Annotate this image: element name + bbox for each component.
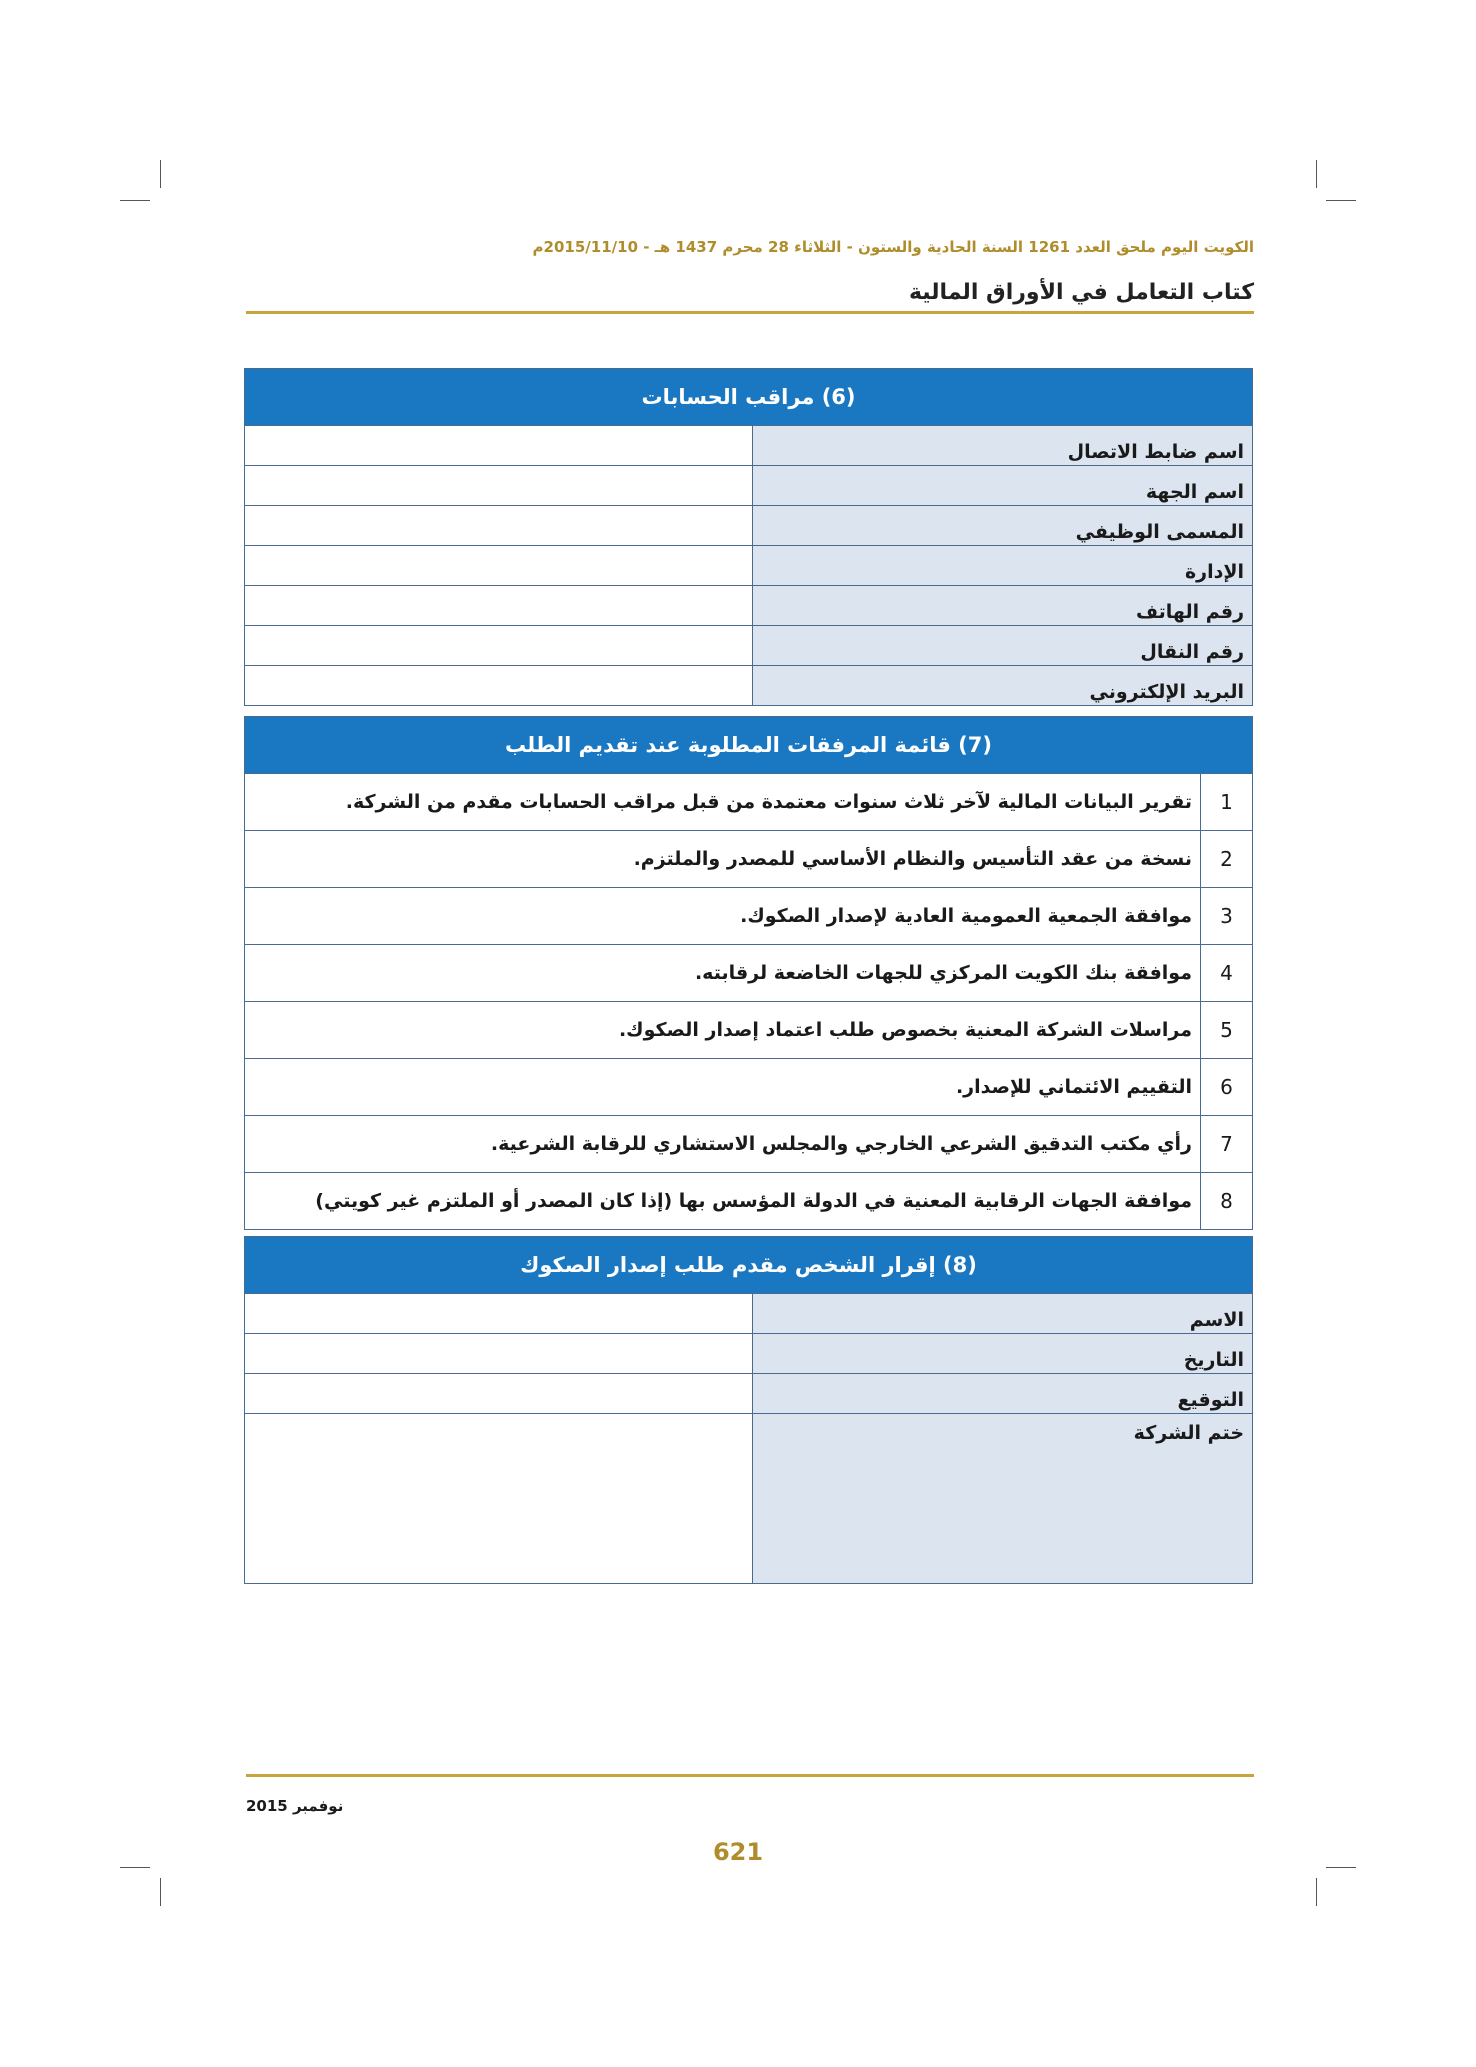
crop-mark: [120, 1867, 150, 1868]
company-stamp-area[interactable]: [245, 1414, 753, 1584]
crop-mark: [1316, 160, 1317, 188]
section6-title: (6) مراقب الحسابات: [245, 369, 1253, 426]
item-number: 3: [1201, 888, 1253, 945]
crop-mark: [160, 160, 161, 188]
running-head: الكويت اليوم ملحق العدد 1261 السنة الحادية والستون - الثلاثاء 28 محرم 1437 هـ - 2015/11/10م: [532, 238, 1254, 256]
item-number: 2: [1201, 831, 1253, 888]
field-value[interactable]: [245, 1294, 753, 1334]
field-label: ختم الشركة: [753, 1414, 1253, 1584]
field-value[interactable]: [245, 586, 753, 626]
section8-table: [244, 1236, 1253, 1584]
attachment-item: تقرير البيانات المالية لآخر ثلاث سنوات معتمدة من قبل مراقب الحسابات مقدم من الشركة.: [245, 774, 1201, 831]
attachment-item: التقييم الائتماني للإصدار.: [245, 1059, 1201, 1116]
field-label: التوقيع: [753, 1374, 1253, 1414]
attachment-item: رأي مكتب التدقيق الشرعي الخارجي والمجلس الاستشاري للرقابة الشرعية.: [245, 1116, 1201, 1173]
item-number: 5: [1201, 1002, 1253, 1059]
attachment-item: مراسلات الشركة المعنية بخصوص طلب اعتماد إصدار الصكوك.: [245, 1002, 1201, 1059]
field-label: اسم الجهة: [753, 466, 1253, 506]
item-number: 4: [1201, 945, 1253, 1002]
page-number: 621: [712, 1838, 764, 1866]
attachment-item: نسخة من عقد التأسيس والنظام الأساسي للمصدر والملتزم.: [245, 831, 1201, 888]
field-label: التاريخ: [753, 1334, 1253, 1374]
item-number: 8: [1201, 1173, 1253, 1230]
field-value[interactable]: [245, 506, 753, 546]
section7-title: (7) قائمة المرفقات المطلوبة عند تقديم الطلب: [245, 717, 1253, 774]
crop-mark: [1326, 1867, 1356, 1868]
crop-mark: [160, 1878, 161, 1906]
field-value[interactable]: [245, 666, 753, 706]
field-label: رقم النقال: [753, 626, 1253, 666]
item-number: 1: [1201, 774, 1253, 831]
book-title: كتاب التعامل في الأوراق المالية: [908, 280, 1254, 305]
item-number: 7: [1201, 1116, 1253, 1173]
attachment-item: موافقة الجهات الرقابية المعنية في الدولة المؤسس بها (إذا كان المصدر أو الملتزم غير كويتي): [245, 1173, 1201, 1230]
field-label: الإدارة: [753, 546, 1253, 586]
section8-title: (8) إقرار الشخص مقدم طلب إصدار الصكوك: [245, 1237, 1253, 1294]
field-label: المسمى الوظيفي: [753, 506, 1253, 546]
field-label: رقم الهاتف: [753, 586, 1253, 626]
field-value[interactable]: [245, 466, 753, 506]
footer-rule: [246, 1774, 1254, 1777]
field-label: الاسم: [753, 1294, 1253, 1334]
crop-mark: [1316, 1878, 1317, 1906]
field-label: البريد الإلكتروني: [753, 666, 1253, 706]
footer-date: نوفمبر 2015: [246, 1797, 344, 1815]
field-value[interactable]: [245, 626, 753, 666]
section6-table: [244, 368, 1253, 706]
field-value[interactable]: [245, 1334, 753, 1374]
field-label: اسم ضابط الاتصال: [753, 426, 1253, 466]
item-number: 6: [1201, 1059, 1253, 1116]
field-value[interactable]: [245, 426, 753, 466]
crop-mark: [1326, 200, 1356, 201]
attachment-item: موافقة الجمعية العمومية العادية لإصدار الصكوك.: [245, 888, 1201, 945]
section7-table: [244, 716, 1253, 1230]
field-value[interactable]: [245, 546, 753, 586]
field-value[interactable]: [245, 1374, 753, 1414]
header-rule: [246, 311, 1254, 314]
attachment-item: موافقة بنك الكويت المركزي للجهات الخاضعة لرقابته.: [245, 945, 1201, 1002]
crop-mark: [120, 200, 150, 201]
